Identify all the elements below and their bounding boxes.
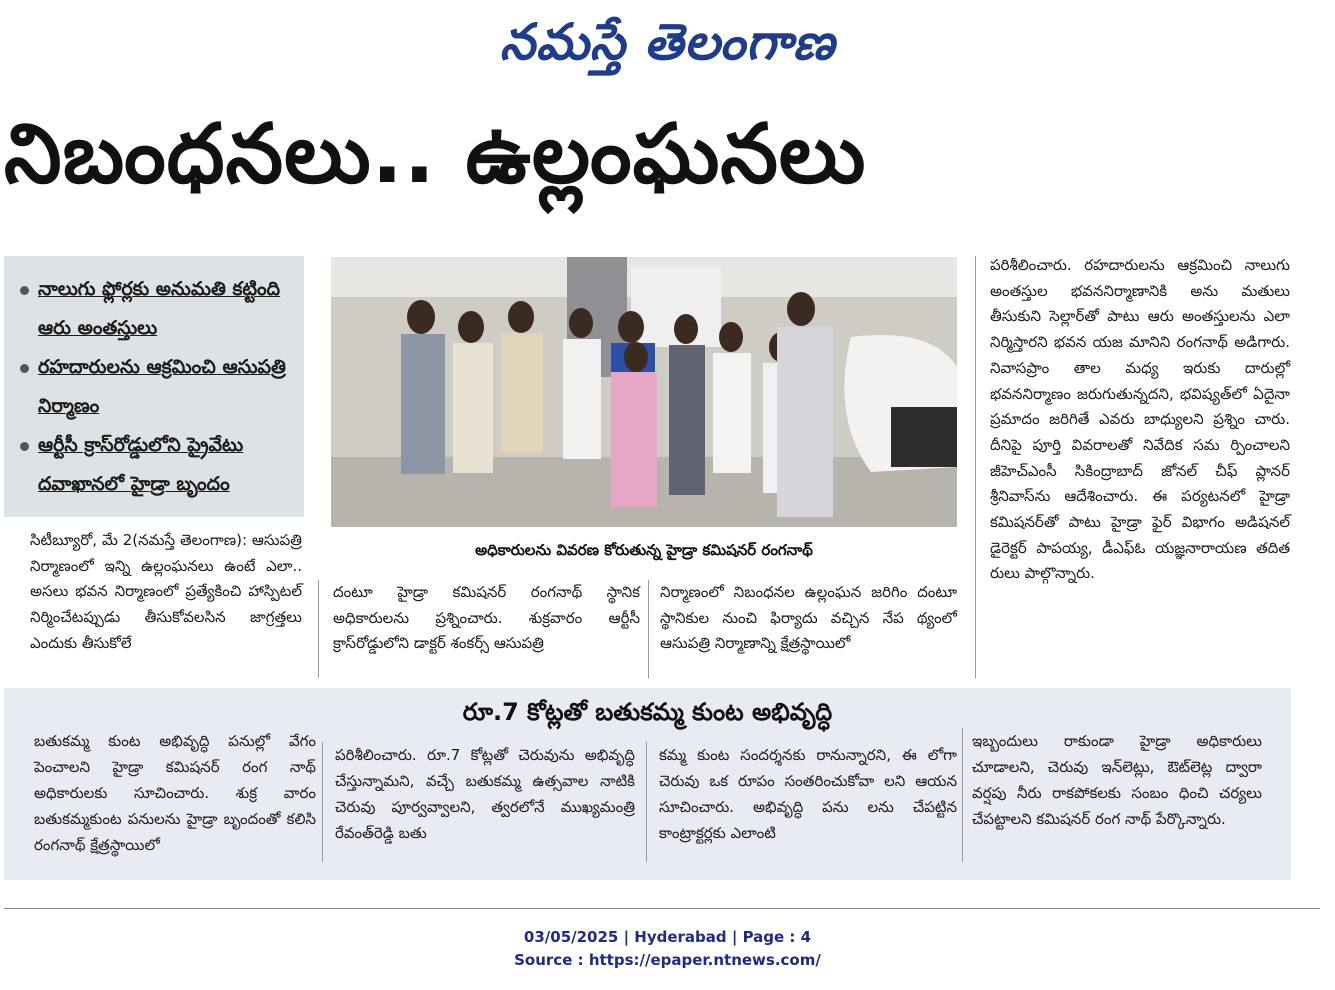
column-divider <box>318 580 319 678</box>
bullet-icon <box>20 442 29 451</box>
bullet-icon <box>20 286 29 295</box>
masthead: నమస్తే తెలంగాణ <box>499 12 836 71</box>
column-divider <box>322 742 323 862</box>
article-column-4: పరిశీలించారు. రహదారులను ఆక్రమించి నాలుగు అంతస్తుల భవననిర్మాణానికి అను మతులు తీసుకుని సెల్లార్‌తో పాటు ఆరు అంతస్తులను ఎలా నిర్మిస్తారని భవన యజ మానిని రంగనాథ్ అడిగారు. నివాసప్రాం తాల మధ్య ఇరుకు దారుల్లో భవననిర్మాణం జరుగుతున్నదని, భవిష్యత్‌లో ఏదైనా ప్రమాదం జరిగితే ఎవరు బాధ్యులని ప్రశ్నిం చారు. దీనిపై పూర్తి వివరాలతో నివేదిక సమ ర్పించాలని జీహెచ్‌ఎంసీ సికింద్రాబాద్ జోనల్ చీఫ్ ప్లానర్ శ్రీనివాస్‌ను ఆదేశించారు. ఈ పర్యటనలో హైడ్రా కమిషనర్‌తో పాటు హైడ్రా ఫైర్ విభాగం అడిషనల్ డైరెక్టర్ పాపయ్య, డీఎఫ్‌ఓ యజ్ఞనారాయణ తదిత రులు పాల్గొన్నారు. <box>990 256 1290 583</box>
footer-source-link[interactable]: Source : https://epaper.ntnews.com/ <box>514 951 821 969</box>
article-column-3: నిర్మాణంలో నిబంధనల ఉల్లంఘన జరిగిం దంటూ స్థానికుల నుంచి ఫిర్యాదు వచ్చిన నేప థ్యంలో ఆసుపత్రి నిర్మాణాన్ని క్షేత్రస్థాయిలో <box>660 583 957 653</box>
column-divider <box>975 256 976 678</box>
sidebar-column-2: పరిశీలించారు. రూ.7 కోట్లతో చెరువును అభివృద్ధి చేస్తున్నామని, వచ్చే బతుకమ్మ ఉత్సవాల నాటికి చెరువు పూర్వవ్వాలని, త్వరలోనే ముఖ్యమంత్రి రేవంత్‌రెడ్డి బతు <box>335 746 635 842</box>
headline: నిబంధనలు.. ఉల్లంఘనలు <box>4 107 867 202</box>
article-column-1: సిటీబ్యూరో, మే 2(నమస్తే తెలంగాణ): ఆసుపత్రి నిర్మాణంలో ఇన్ని ఉల్లంఘనలు ఉంటే ఎలా.. అసలు భవన నిర్మాణంలో ప్రత్యేకించి హాస్పిటల్ నిర్మించేటప్పుడు తీసుకోవలసిన జాగ్రత్తలు ఎందుకు తీసుకోలే <box>30 531 302 652</box>
column-divider <box>646 742 647 862</box>
photo-illustration <box>331 257 957 527</box>
highlight-item: ఆర్టీసీ క్రాస్‌రోడ్డులోని ప్రైవేటు దవాఖానలో హైడ్రా బృందం <box>16 426 294 504</box>
column-divider <box>648 580 649 678</box>
highlight-item: రహదారులను ఆక్రమించి ఆసుపత్రి నిర్మాణం <box>16 348 294 426</box>
column-divider <box>962 728 963 862</box>
page-rule <box>4 908 1320 909</box>
article-column-2: దంటూ హైడ్రా కమిషనర్ రంగనాథ్ స్థానిక అధికారులను ప్రశ్నించారు. శుక్రవారం ఆర్టీసీ క్రాస్‌రోడ్డులోని డాక్టర్ శంకర్స్ ఆసుపత్రి <box>333 583 640 653</box>
news-photo <box>331 257 957 527</box>
sidebar-column-4: ఇబ్బందులు రాకుండా హైడ్రా అధికారులు చూడాలని, చెరువు ఇన్‌లెట్లు, ఔట్‌లెట్ల ద్వారా వర్షపు నీరు రాకపోకలకు సంబం ధించి చర్యలు చేపట్టాలని కమిషనర్ రంగ నాథ్ పేర్కొన్నారు. <box>972 732 1262 828</box>
highlights-box <box>4 256 304 517</box>
sidebar-column-1: బతుకమ్మ కుంట అభివృద్ధి పనుల్లో వేగం పెంచాలని హైడ్రా కమిషనర్ రంగ నాథ్ అధికారులకు సూచించారు. శుక్ర వారం బతుకమ్మకుంట పనులను హైడ్రా బృందంతో కలిసి రంగనాథ్ క్షేత్రస్థాయిలో <box>34 732 316 854</box>
sidebar-story-title: రూ.7 కోట్లతో బతుకమ్మ కుంట అభివృద్ధి <box>462 698 833 726</box>
footer-date-line: 03/05/2025 | Hyderabad | Page : 4 <box>523 928 812 946</box>
photo-caption: అధికారులను వివరణ కోరుతున్న హైడ్రా కమిషనర్ రంగనాథ్ <box>475 541 813 559</box>
sidebar-column-3: కమ్మ కుంట సందర్శనకు రానున్నారని, ఈ లోగా చెరువు ఒక రూపం సంతరించుకోవా లని ఆయన సూచించారు. అభివృద్ధి పను లను చేపట్టిన కాంట్రాక్టర్లకు ఎలాంటి <box>659 746 957 842</box>
highlight-item: నాలుగు ఫ్లోర్లకు అనుమతి కట్టింది ఆరు అంతస్తులు <box>16 270 294 348</box>
bullet-icon <box>20 364 29 373</box>
sidebar-story <box>4 688 1291 880</box>
